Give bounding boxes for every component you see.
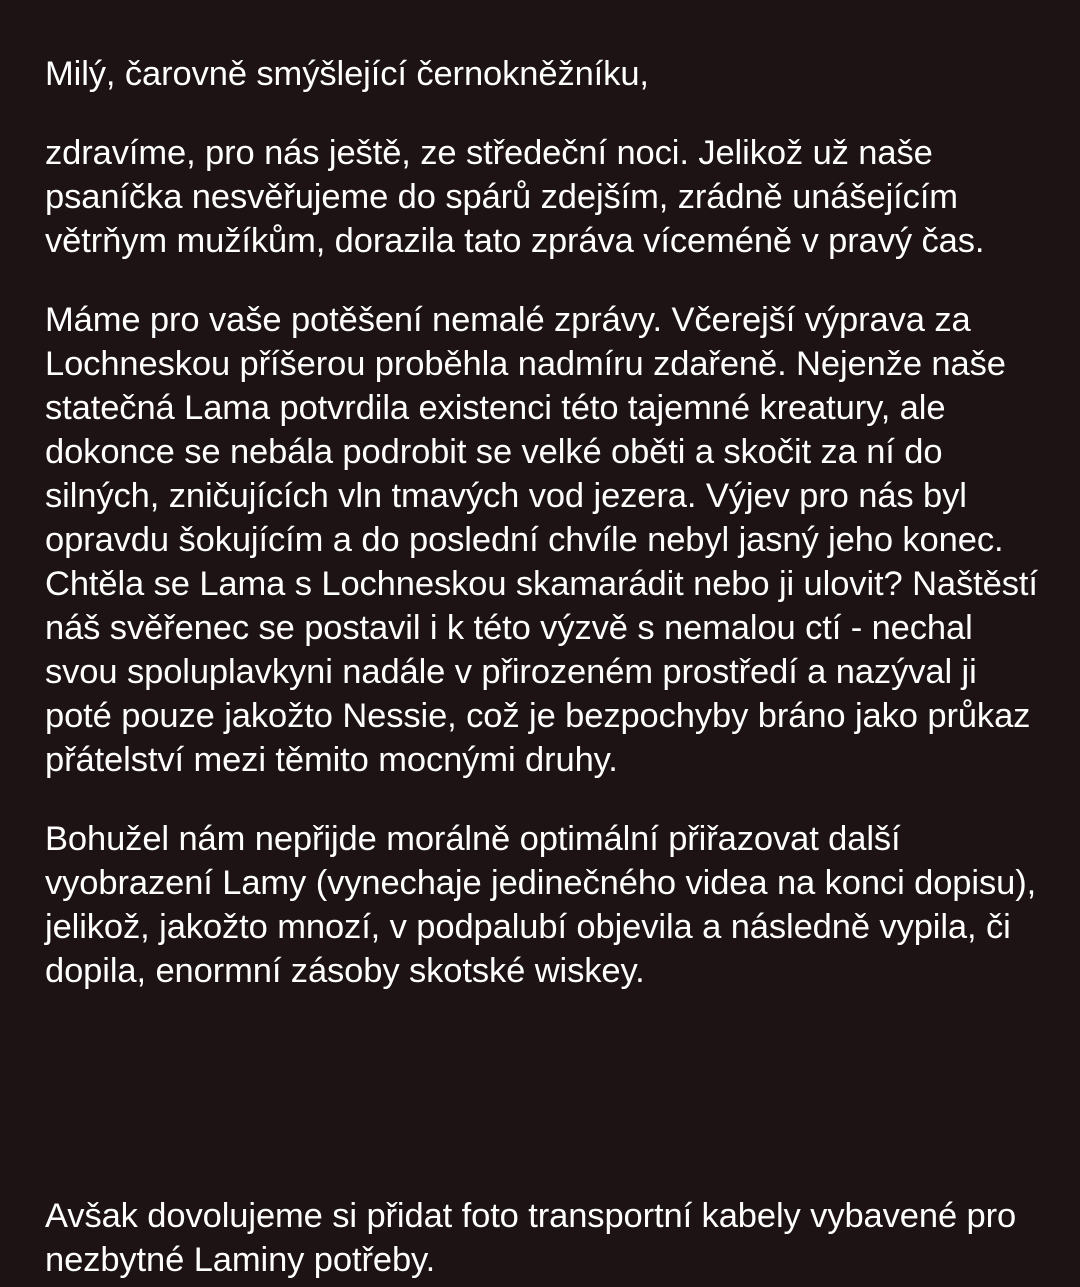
letter-body bbox=[45, 52, 1045, 1279]
letter-paragraph-1: zdravíme, pro nás ještě, ze středeční noci. Jelikož už naše psaníčka nesvěřujeme do spárů zdejším, zrádně unášejícím větrňym mužíkům, dorazila tato zpráva víceméně v pravý čas. bbox=[45, 134, 985, 260]
letter-paragraph-3: Bohužel nám nepřijde morálně optimální přiřazovat další vyobrazení Lamy (vynechaje jedinečného videa na konci dopisu), jelikož, jakožto mnozí, v podpalubí objevila a následně vypila, či dopila, enormní zásoby skotské wiskey. bbox=[45, 820, 1037, 990]
letter-paragraph-2: Máme pro vaše potěšení nemalé zprávy. Včerejší výprava za Lochneskou příšerou proběhla nadmíru zdařeně. Nejenže naše statečná Lama potvrdila existenci této tajemné kreatury, ale dokonce se nebála podrobit se velké oběti a skočit za ní do silných, zničujících vln tmavých vod jezera. Výjev pro nás byl opravdu šokujícím a do poslední chvíle nebyl jasný jeho konec. Chtěla se Lama s Lochneskou skamarádit nebo ji ulovit? Naštěstí náš svěřenec se postavil i k této výzvě s nemalou ctí - nechal svou spoluplavkyni nadále v přirozeném prostředí a nazýval ji poté pouze jakožto Nessie, což je bezpochyby bráno jako průkaz přátelství mezi těmito mocnými druhy. bbox=[45, 301, 1038, 779]
letter-paragraph-4: Avšak dovolujeme si přidat foto transportní kabely vybavené pro nezbytné Laminy potřeby. bbox=[45, 1197, 1017, 1279]
letter-greeting: Milý, čarovně smýšlející černokněžníku, bbox=[45, 55, 649, 93]
